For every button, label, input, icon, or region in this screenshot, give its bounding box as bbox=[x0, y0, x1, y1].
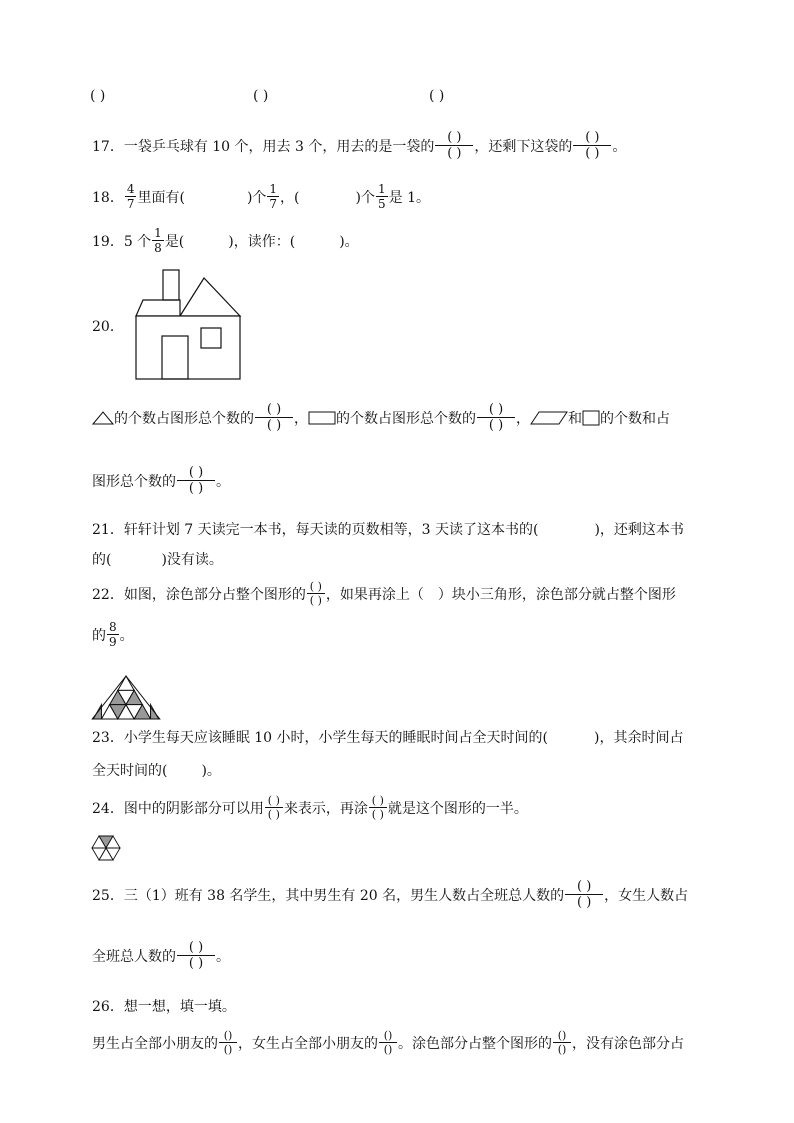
answer-fraction[interactable]: $\frac{( )}{( )}$ bbox=[565, 880, 603, 909]
answer-fraction[interactable]: $\frac{( )}{( )}$ bbox=[177, 941, 215, 970]
question-17: 17．一袋乒乓球有 10 个，用去 3 个，用去的是一袋的 $\frac{( )}{( )}$ ，还剩下这袋的 $\frac{( )}{( )}$ 。 bbox=[92, 130, 627, 161]
rectangle-icon bbox=[308, 411, 336, 425]
answer-fraction[interactable]: $\frac{( )}{( )}$ bbox=[307, 581, 325, 606]
question-19: 19．5 个 $\frac{1}{8}$ 是( )，读作：( )。 bbox=[92, 226, 359, 255]
house-figure bbox=[118, 268, 248, 382]
question-21-line-1: 21．轩轩计划 7 天读完一本书，每天读的页数相等，3 天读了这本书的( )，还剩这本书 bbox=[92, 522, 684, 538]
answer-fraction[interactable]: $\frac{( )}{( )}$ bbox=[573, 131, 611, 160]
question-24: 24．图中的阴影部分可以用 $\frac{( )}{( )}$ 来表示，再涂 $\frac{( )}{( )}$ 就是这个图形的一半。 bbox=[92, 794, 528, 821]
answer-fraction[interactable]: $\frac{( )}{( )}$ bbox=[255, 403, 293, 432]
question-22-line-1: 22．如图，涂色部分占整个图形的 $\frac{( )}{( )}$ ，如果再涂上（ ）块小三角形，涂色部分就占整个图形 bbox=[92, 580, 676, 607]
answer-fraction[interactable]: $\frac{( )}{( )}$ bbox=[369, 795, 387, 820]
parallelogram-icon bbox=[530, 411, 568, 425]
question-21-line-2: 的( )没有读。 bbox=[92, 552, 223, 568]
question-20-line-1: 的个数占图形总个数的 $\frac{( )}{( )}$ ， 的个数占图形总个数的 $\frac{( )}{( )}$ ， 和 的个数和占 bbox=[92, 403, 670, 432]
question-20-line-2: 图形总个数的 $\frac{( )}{( )}$ 。 bbox=[92, 465, 230, 496]
question-25-line-2: 全班总人数的 $\frac{( )}{( )}$ 。 bbox=[92, 940, 230, 971]
hexagon-figure bbox=[91, 834, 121, 862]
fraction: $\frac{1}{7}$ bbox=[269, 182, 278, 211]
question-18: 18． $\frac{4}{7}$ 里面有( )个 $\frac{1}{7}$ ，( )个 $\frac{1}{5}$ 是 1。 bbox=[92, 182, 430, 211]
triangle-grid-figure bbox=[91, 675, 161, 720]
answer-fraction[interactable]: $\frac{()}{()}$ bbox=[553, 1030, 571, 1055]
question-23-line-2: 全天时间的( )。 bbox=[92, 763, 221, 779]
question-23-line-1: 23．小学生每天应该睡眠 10 小时，小学生每天的睡眠时间占全天时间的( )，其余时间占 bbox=[92, 730, 684, 746]
triangle-icon bbox=[92, 411, 114, 425]
question-25-line-1: 25．三（1）班有 38 名学生，其中男生有 20 名，男生人数占全班总人数的 $\frac{( )}{( )}$ ，女生人数占 bbox=[92, 879, 689, 910]
question-26-title: 26．想一想，填一填。 bbox=[92, 999, 236, 1015]
answer-fraction[interactable]: $\frac{( )}{( )}$ bbox=[265, 795, 283, 820]
answer-fraction[interactable]: $\frac{( )}{( )}$ bbox=[435, 131, 473, 160]
blank-1[interactable]: ( ) bbox=[90, 88, 106, 104]
answer-fraction[interactable]: $\frac{( )}{( )}$ bbox=[177, 466, 215, 495]
question-20-number: 20． bbox=[92, 319, 124, 335]
answer-fraction[interactable]: $\frac{()}{()}$ bbox=[379, 1030, 397, 1055]
blank-3[interactable]: ( ) bbox=[429, 88, 445, 104]
fraction: $\frac{4}{7}$ bbox=[126, 182, 135, 211]
fraction: $\frac{8}{9}$ bbox=[109, 620, 117, 649]
answer-fraction[interactable]: $\frac{( )}{( )}$ bbox=[477, 403, 515, 432]
square-icon bbox=[582, 410, 600, 426]
question-22-line-2: 的 $\frac{8}{9}$ 。 bbox=[92, 620, 134, 649]
blank-2[interactable]: ( ) bbox=[253, 88, 269, 104]
fraction: $\frac{1}{5}$ bbox=[377, 182, 386, 211]
question-26-line-1: 男生占全部小朋友的 $\frac{()}{()}$ ，女生占全部小朋友的 $\frac{()}{()}$ 。涂色部分占整个图形的 $\frac{()}{()}$ ，没有涂色部分占 bbox=[92, 1029, 684, 1056]
answer-fraction[interactable]: $\frac{()}{()}$ bbox=[219, 1030, 237, 1055]
fraction: $\frac{1}{8}$ bbox=[154, 226, 162, 255]
